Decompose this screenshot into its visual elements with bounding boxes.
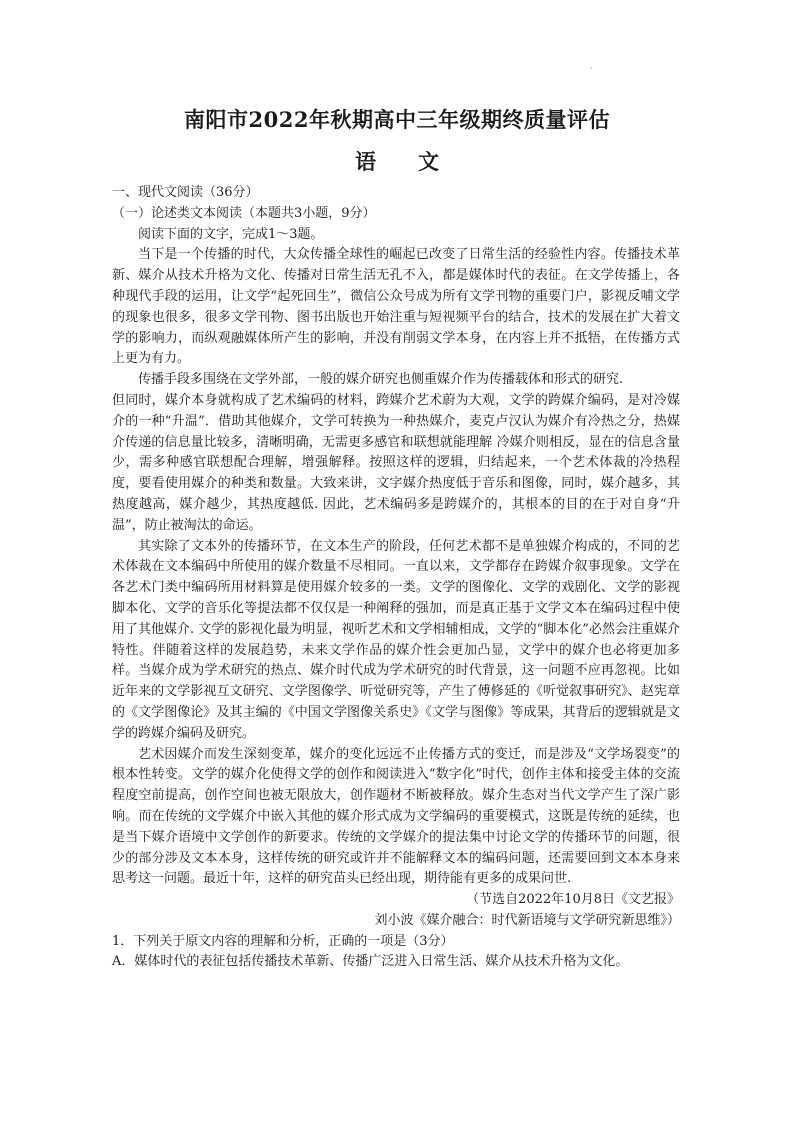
passage-paragraph-2: 传播手段多围绕在文学外部，一般的媒介研究也侧重媒介作为传播载体和形式的研究.	[138, 372, 624, 388]
passage-paragraph-1: 当下是一个传播的时代，大众传播全球性的崛起已改变了日常生活的经验性内容。传播技术革新、媒介从技术升格为文化、传播对日常生活无孔不入，都是媒体时代的表征。在文学传播上，各种现代手段的运用，让文学“起死回生”，微信公众号成为所有文学刊物的重要门户，影视反哺文学的现象也很多，很多文学刊物、图书出版也开始注重与短视频平台的结合，技术的发展在扩大着文学的影响力，而纵观融媒体所产生的影响，并没有削弱文学本身，在内容上并不抵牾，在传播方式上更为有力。	[112, 247, 680, 367]
corner-mark: ·	[590, 64, 593, 73]
source-citation-line-1: （节选自2022年10月8日《文艺报》	[466, 892, 680, 908]
sub-section-heading: （一）论述类文本阅读（本题共3小题，9分）	[112, 205, 376, 221]
passage-paragraph-3: 但同时，媒介本身就构成了艺术编码的材料，跨媒介艺术蔚为大观，文学的跨媒介编码，是对冷媒介的一种“升温”．借助其他媒介，文学可转换为一种热媒介，麦克卢汉认为媒介有冷热之分，热媒介传递的信息量比较多，清晰明确，无需更多感官和联想就能理解 冷媒介则相反，显在的信息含量少，需多种感官联想配合理解，增强解释。按照这样的逻辑，归结起来，一个艺术体裁的冷热程度，要看使用媒介的种类和数量。大致来讲，文字媒介热度低于音乐和图像，同时，媒介越多，其热度越高，媒介越少，其热度越低. 因此，艺术编码多是跨媒介的，其根本的目的在于对自身“升温”，防止被淘汰的命运。	[112, 392, 680, 533]
exam-body	[112, 183, 680, 973]
question-1-stem: 1．下列关于原文内容的理解和分析，正确的一项是（3分）	[112, 933, 454, 949]
question-1-option-a: A．媒体时代的表征包括传播技术革新、传播广泛进入日常生活、媒介从技术升格为文化。	[112, 954, 629, 970]
passage-paragraph-5: 艺术因媒介而发生深刻变革，媒介的变化远远不止传播方式的变迁，而是涉及“文学场裂变”的根本性转变。文学的媒介化使得文学的创作和阅读进入“数字化”时代，创作主体和接受主体的交流程度空前提高，创作空间也被无限放大，创作题材不断被释放。媒介生态对当代文学产生了深广影响。而在传统的文学媒介中嵌入其他的媒介形式成为文学编码的重要模式，这既是传统的延续，也是当下媒介语境中文学创作的新要求。传统的文学媒介的提法集中讨论文学的传播环节的问题，很少的部分涉及文本本身，这样传统的研究或许并不能解释文本的编码问题，还需要回到文本本身来思考这一问题。最近十年，这样的研究苗头已经出现，期待能有更多的成果问世.	[112, 746, 680, 887]
reading-instruction: 阅读下面的文字，完成1～3题。	[138, 226, 324, 242]
source-citation-line-2: 刘小波《媒介融合：时代新语境与文学研究新思维》）	[374, 912, 680, 928]
passage-paragraph-4: 其实除了文本外的传播环节，在文本生产的阶段，任何艺术都不是单独媒介构成的，不同的艺术体裁在文本编码中所使用的媒介数量不尽相同。一直以来，文学都存在跨媒介叙事现象。文学在各艺术门类中编码所用材料算是使用媒介较多的一类。文学的图像化、文学的戏剧化、文学的影视脚本化、文学的音乐化等提法都不仅仅是一种阐释的强加，而是真正基于文学文本在编码过程中使用了其他媒介. 文学的影视化最为明显，视听艺术和文学相辅相成，文学的“脚本化”必然会注重媒介特性。伴随着这样的发展趋势，未来文学作品的媒介性会更加凸显，文学中的媒介也必将更加多样。当媒介成为学术研究的热点、媒介时代成为学术研究的时代背景，这一问题不应再忽视。比如近年来的文学影视互文研究、文学图像学、听觉研究等，产生了傅修延的《听觉叙事研究》、赵宪章的《文学图像论》及其主编的《中国文学图像关系史》《文学与图像》等成果，其背后的逻辑就是文学的跨媒介编码及研究。	[112, 538, 680, 741]
page-title: 南阳市2022年秋期高中三年级期终质量评估	[184, 107, 610, 132]
subject-title: 语 文	[355, 149, 439, 174]
section-heading: 一、现代文阅读（36分）	[112, 185, 259, 200]
